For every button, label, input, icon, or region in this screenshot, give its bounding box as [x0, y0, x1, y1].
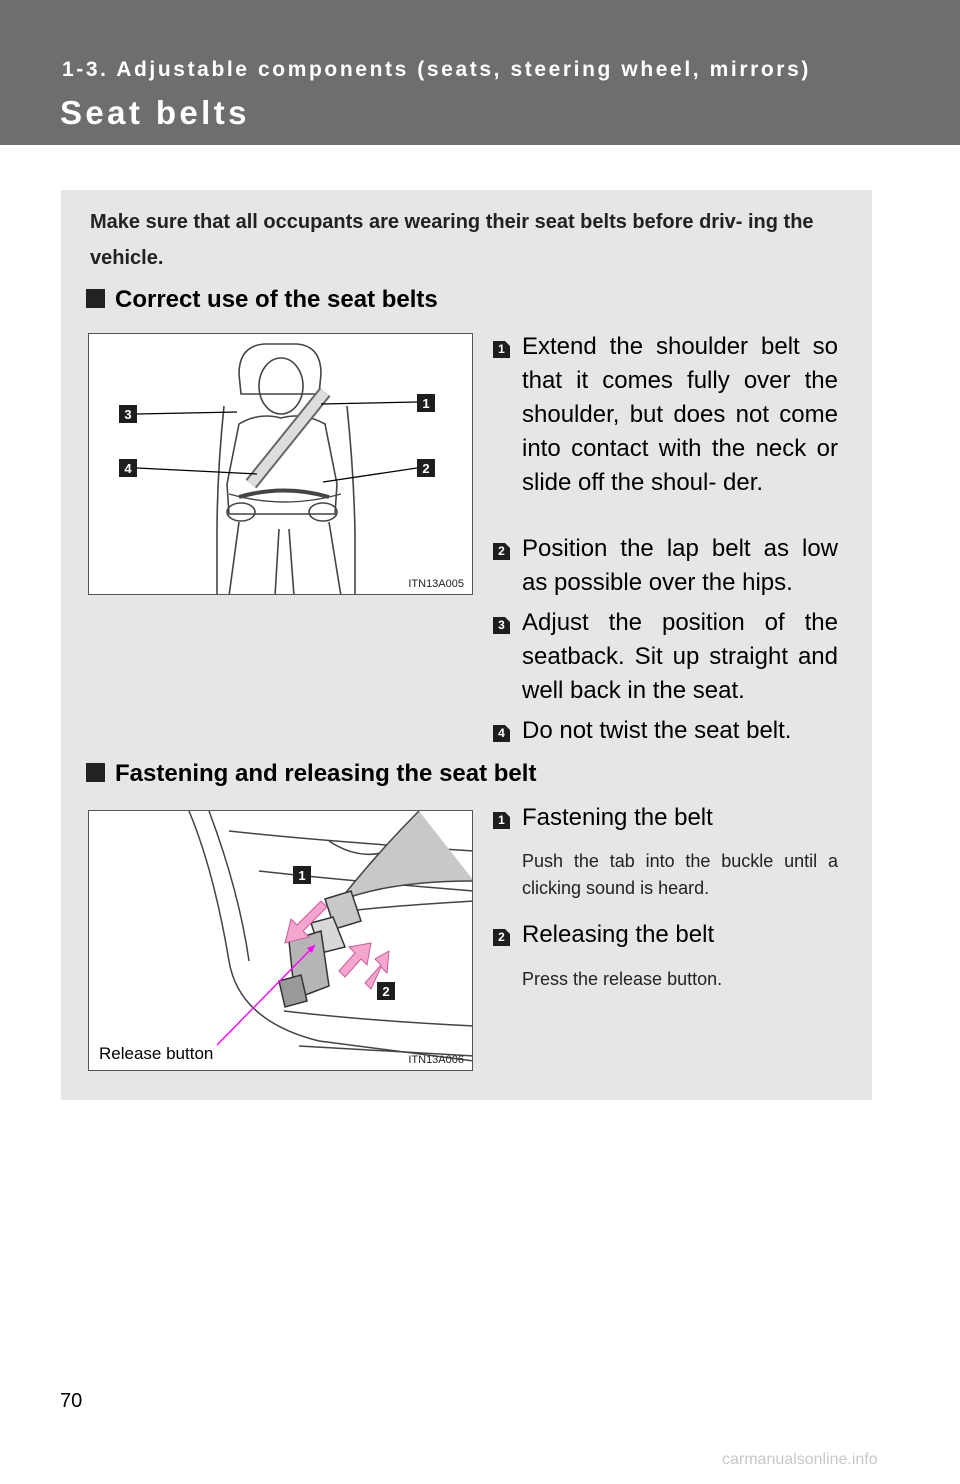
callout-1: [293, 866, 311, 884]
step-text: Adjust the position of the seatback. Sit up straight and well back in the seat.: [522, 609, 838, 704]
svg-text:3: 3: [124, 407, 132, 422]
step-2-lap-belt: [498, 532, 838, 600]
step-number-badge: 4: [493, 725, 510, 742]
section-heading-correct-use: [86, 286, 438, 314]
buckle-illustration: [89, 811, 473, 1071]
section-heading-fastening: [86, 760, 536, 788]
svg-text:1: 1: [298, 868, 306, 883]
watermark: carmanualsonline.info: [722, 1451, 878, 1468]
figure-seated-occupant: [88, 333, 473, 595]
step-number-badge: 1: [493, 812, 510, 829]
callout-1: [417, 394, 435, 412]
callout-2: [377, 982, 395, 1000]
heading-text: Correct use of the seat belts: [115, 286, 438, 313]
step-4-no-twist: [498, 714, 838, 748]
step-1-shoulder-belt: [498, 330, 838, 500]
release-button-callout: Release button: [99, 1044, 214, 1063]
step-3-seatback: [498, 606, 838, 708]
step-text: Position the lap belt as low as possible over the hips.: [522, 535, 838, 596]
figure-buckle: [88, 810, 473, 1071]
svg-text:4: 4: [124, 461, 132, 476]
square-bullet-icon: [86, 763, 105, 782]
seated-occupant-illustration: [89, 334, 473, 595]
step-text: Releasing the belt: [522, 921, 715, 948]
step-number-badge: 2: [493, 929, 510, 946]
callout-4: [119, 459, 137, 477]
heading-text: Fastening and releasing the seat belt: [115, 760, 537, 787]
step-number-badge: 3: [493, 617, 510, 634]
step-2-releasing: [498, 918, 838, 952]
figure-code: ITN13A006: [408, 1054, 464, 1066]
svg-text:2: 2: [422, 461, 430, 476]
step-number-badge: 1: [493, 341, 510, 358]
step-1-detail: Push the tab into the buckle until a clicking sound is heard.: [522, 851, 838, 898]
section-title: 1-3. Adjustable components (seats, steering wheel, mirrors): [62, 58, 811, 81]
svg-text:1: 1: [422, 396, 430, 411]
step-text: Fastening the belt: [522, 804, 713, 831]
svg-text:2: 2: [382, 984, 390, 999]
page-number: 70: [60, 1390, 83, 1412]
step-text: Do not twist the seat belt.: [522, 717, 792, 744]
callout-2: [417, 459, 435, 477]
page-title: Seat belts: [60, 94, 250, 131]
step-number-badge: 2: [493, 543, 510, 560]
step-1-fastening: [498, 801, 838, 835]
step-text: Extend the shoulder belt so that it comes fully over the shoulder, but does not come into contact with the neck or slide off the shoul- der.: [522, 333, 838, 496]
step-2-detail: Press the release button.: [522, 969, 723, 989]
callout-3: [119, 405, 137, 423]
page-header: [0, 0, 960, 145]
square-bullet-icon: [86, 289, 105, 308]
intro-text: Make sure that all occupants are wearing their seat belts before driv- ing the vehicle.: [90, 211, 814, 269]
figure-code: ITN13A005: [408, 578, 464, 590]
